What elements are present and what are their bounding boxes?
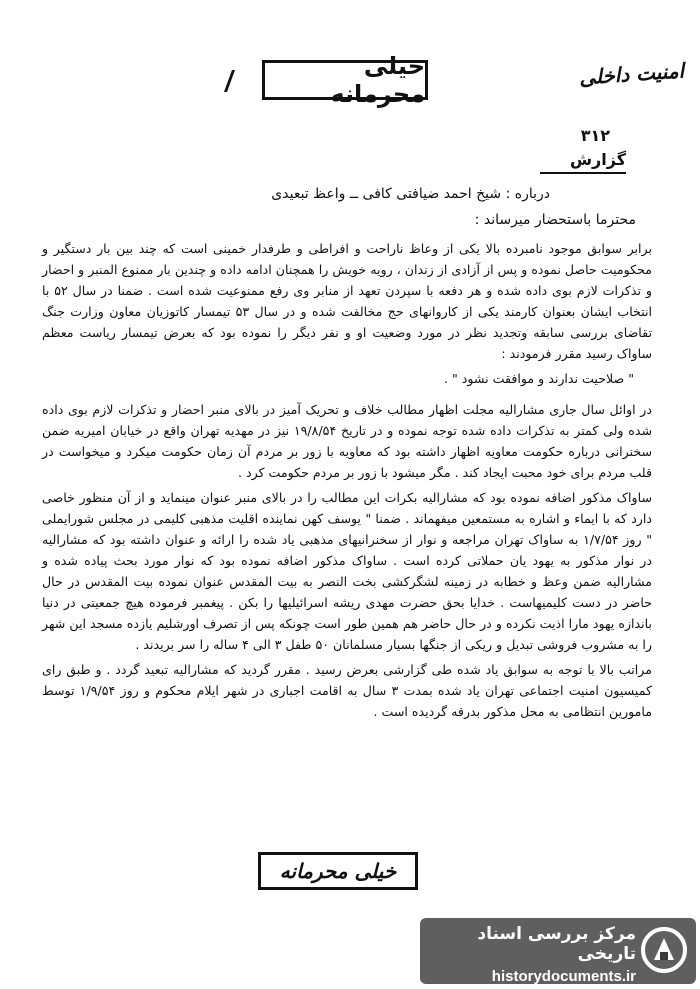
classification-label-bottom: خیلی محرمانه — [279, 859, 397, 883]
greeting-rest: باستحضار میرساند : — [474, 212, 596, 228]
body-paragraph: ساواک مذکور اضافه نموده بود که مشارالیه بکرات این مطالب را در بالای منبر عنوان مینماید و از آن منظور خاصی دارد که با ایماء و اشاره به مستمعین میفهماند . ضمنا " یوسف کهن نماینده اقلیت مذهبی کلیمی در مجلس شورایملی " روز ۱/۷/۵۴ به ساواک تهران مراجعه و نوار از سخنرانیهای مذهبی یاد شده را ارائه و عنوان داشته بود که مشارالیه در نوار مذکور به یهود یان حملاتی کرده است . ساواک مذکور اضافه نموده بود که نوار مورد بحث پیاده شده و مشارالیه ضمن وعظ و خطابه در زمینه لشگرکشی بخت النصر به بیت المقدس عنوان نموده بیت المقدس در حال حاضر در دست کلیمیهاست . خدایا بحق حضرت مهدی ریشه اسرائیلیها را بکن . پیغمبر فرموده هیچ جمعیتی در دنیا باندازه یهود مارا اذیت نکرده و در حال حاضر هم همین طور است چونکه پس از تصرف اورشلیم یازده مسجد این شهر را به مشروب فروشی تبدیل و ریکی از جنگها بسیار مسلمانان ۵۰ طفل ۳ الی ۴ ساله را سر بریدند . — [42, 490, 652, 652]
report-title: گزارش — [569, 150, 626, 169]
stamp-tick-mark — [224, 70, 249, 92]
report-subject: درباره : شیخ احمد ضیافتی کافی ــ واعظ تبعیدی — [271, 186, 550, 202]
classification-stamp-bottom — [258, 852, 418, 890]
body-paragraph: در اوائل سال جاری مشارالیه مجلت اظهار مطالب خلاف و تحریک آمیز در بالای منبر احضار و تذکرات لازم بوی داده شده ولی کمتر به تذکرات داده شده توجه نموده و در تاریخ ۱۹/۸/۵۴ نیز در مهدیه تهران واقع در خیابان امیریه ضمن سخنرانی درباره حکومت معاویه اظهار داشته بود که معاویه با زور بر مردم آن زمان حکومت میکرد و میخواست در قلب مردم برای خود محبت ایجاد کند . مگر میشود با زور بر مردم حکومت کرد . — [42, 402, 652, 480]
report-body — [42, 238, 652, 726]
archive-logo-icon — [640, 926, 688, 974]
body-quote: " صلاحیت ندارند و موافقت نشود " . — [443, 371, 634, 386]
greeting-word: محترما — [595, 212, 636, 228]
body-paragraph: برابر سوابق موجود نامبرده بالا یکی از وعاظ ناراحت و افراطی و طرفدار خمینی است که چند بین بار دستگیر و محکومیت حاصل نموده و پس از آزادی از زندان ، رویه خویش را همچنان ادامه داده و چندین بار ممنوع المنبر و احضار و تذکرات لازم بوی داده شده و هر دفعه با سپردن تعهد از منابر وی رفع ممنوعیت شده است . ضمنا در سال ۵۲ با انتخاب ایشان بعنوان کارمند یکی از کاروانهای حج مخالفت شده و در سال ۵۳ تیمسار کاتوزیان معاون وزارت جنگ تقاضای بررسی سابقه وتجدید نظر در مورد وضعیت او و نفر دیگر را نموده بود که بعرض تیمسار ریاست معظم ساواک رسید مقرر فرمودند : — [42, 241, 652, 361]
greeting-line — [475, 212, 636, 228]
title-underline — [540, 172, 626, 174]
classification-stamp-top — [262, 52, 428, 108]
classification-label-top: خیلی محرمانه — [330, 52, 425, 108]
corner-handwritten-note: امنیت داخلی — [578, 58, 685, 90]
document-number: ۳۱۲ — [580, 126, 610, 145]
watermark-logo — [420, 918, 696, 984]
watermark-name: مرکز بررسی اسناد تاریخی — [477, 924, 636, 964]
body-paragraph: مراتب بالا با توجه به سوابق یاد شده طی گزارشی بعرض رسید . مقرر گردید که مشارالیه تبعید گردد . و طبق رای کمیسیون امنیت اجتماعی تهران یاد شده بمدت ۳ سال به اقامت اجباری در شهر ایلام محکوم و روز ۱/۹/۵۴ توسط مامورین انتظامی به محل مذکور بدرقه گردیده است . — [42, 662, 652, 719]
watermark-url: historydocuments.ir — [491, 968, 636, 985]
